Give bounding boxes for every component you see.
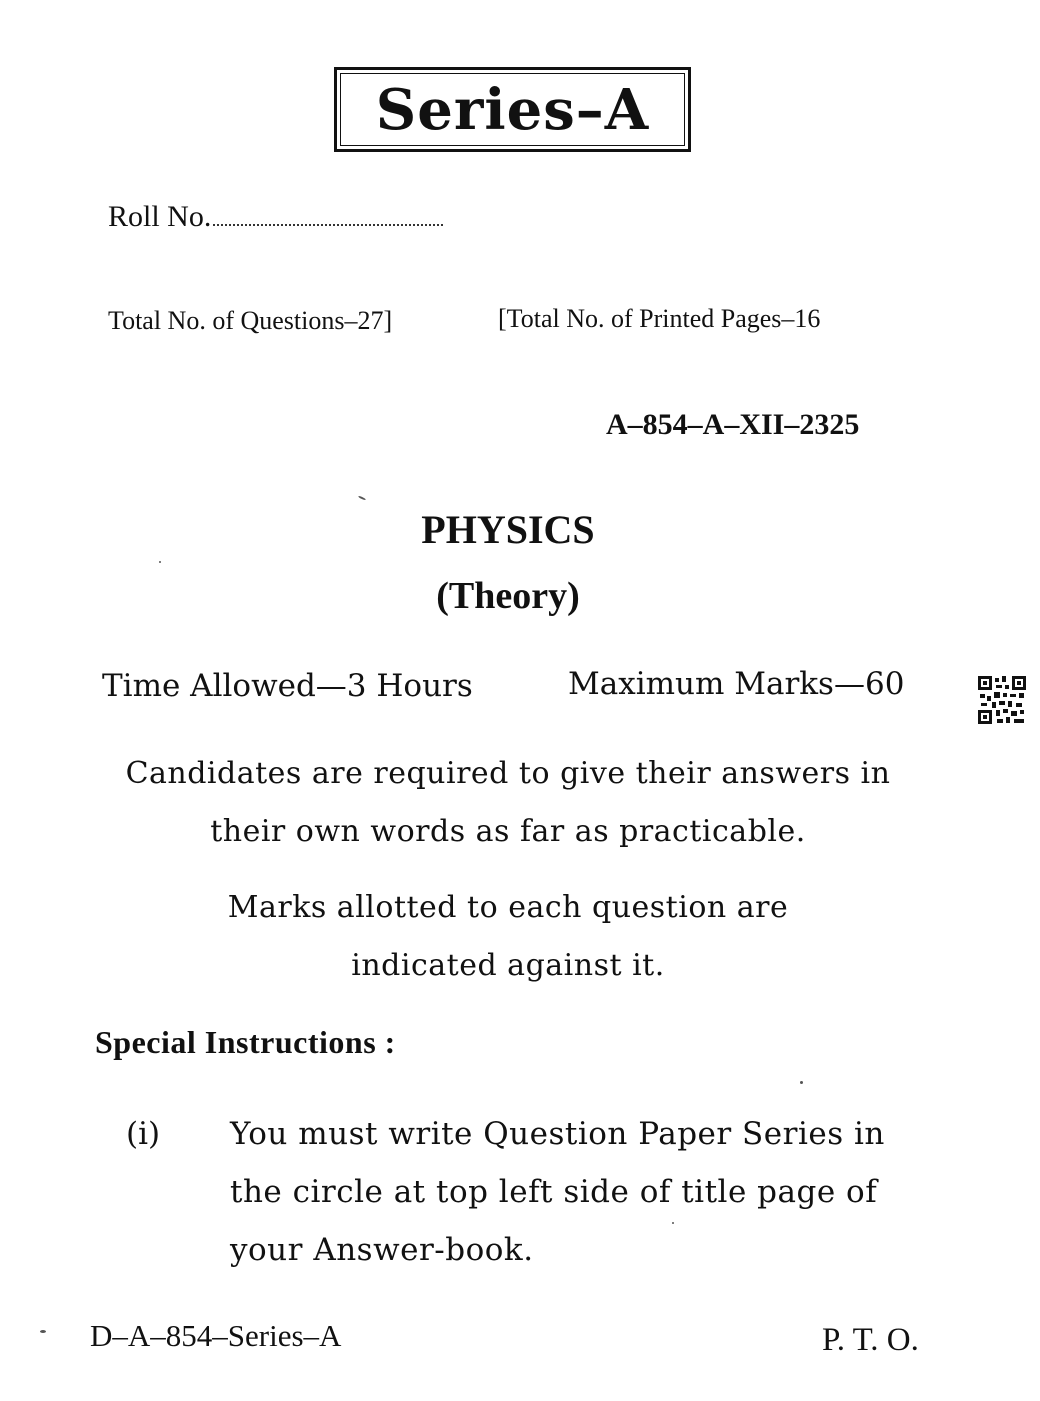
scan-speck [358,495,366,500]
instruction-item-number: (i) [126,1116,161,1152]
instruction-line-4: indicated against it. [351,948,665,983]
scan-speck [800,1081,803,1084]
maximum-marks: Maximum Marks—60 [568,666,905,702]
instruction-line-3: Marks allotted to each question are [227,890,789,925]
series-title-box [334,67,691,152]
series-title: Series–A [340,73,685,146]
instruction-line-2: their own words as far as practicable. [210,814,806,849]
scan-speck [40,1330,46,1333]
roll-number-field [108,200,443,234]
time-allowed: Time Allowed—3 Hours [102,668,473,704]
instruction-item-line-1: You must write Question Paper Series in [230,1116,885,1152]
paper-code: A–854–A–XII–2325 [606,408,860,441]
scan-speck [159,561,161,563]
footer-series-code: D–A–854–Series–A [90,1318,342,1353]
subject-subtitle: (Theory) [436,575,580,617]
subject-title: PHYSICS [421,507,595,552]
scan-speck [672,1222,674,1224]
footer-pto: P. T. O. [822,1322,919,1358]
qr-code-icon [978,676,1026,724]
total-questions: Total No. of Questions–27] [108,306,393,335]
total-printed-pages: [Total No. of Printed Pages–16 [498,304,821,333]
roll-number-blank [213,204,443,226]
instruction-item-line-3: your Answer-book. [230,1232,534,1268]
instruction-item-line-2: the circle at top left side of title page of [230,1174,878,1210]
special-instructions-heading: Special Instructions : [95,1024,396,1060]
roll-number-label: Roll No. [108,200,212,233]
instruction-line-1: Candidates are required to give their answers in [125,756,891,791]
